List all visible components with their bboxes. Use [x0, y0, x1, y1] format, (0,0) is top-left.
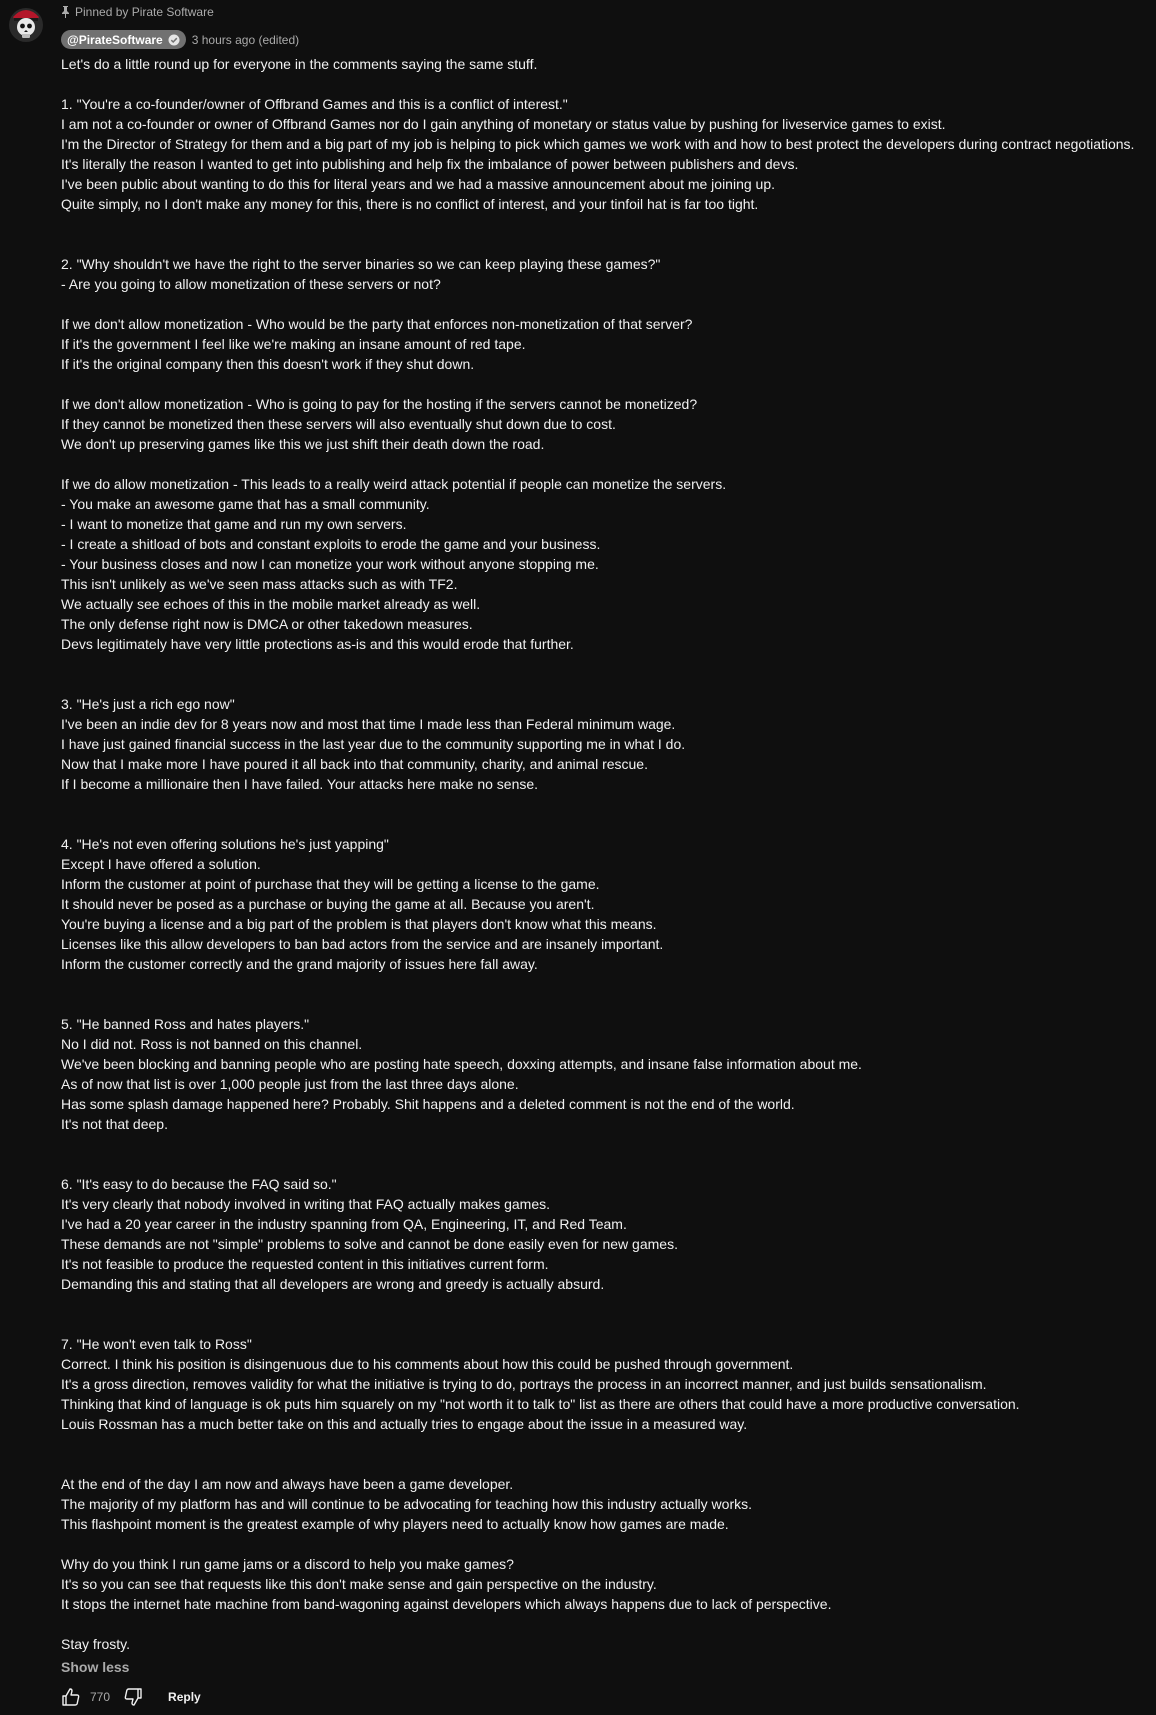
author-name[interactable]: @PirateSoftware — [67, 32, 163, 47]
comment-line: It's not that deep. — [61, 1116, 168, 1132]
comment-blank-line — [61, 1614, 1151, 1634]
comment-line: If it's the original company then this doesn't work if they shut down. — [61, 356, 475, 372]
comment-line: At the end of the day I am now and always have been a game developer. — [61, 1476, 514, 1492]
comment-blank-line — [61, 974, 1151, 994]
comment-line: - Are you going to allow monetization of these servers or not? — [61, 276, 441, 292]
comment-blank-line — [61, 1434, 1151, 1454]
comment-line: The majority of my platform has and will continue to be advocating for teaching how this industry actually works. — [61, 1496, 752, 1512]
like-count: 770 — [90, 1690, 111, 1704]
comment-blank-line — [61, 1294, 1151, 1314]
comment-line: No I did not. Ross is not banned on this channel. — [61, 1036, 363, 1052]
comment-blank-line — [61, 454, 1151, 474]
avatar[interactable] — [8, 3, 44, 43]
comment-line: If we don't allow monetization - Who is going to pay for the hosting if the servers cannot be monetized? — [61, 396, 698, 412]
comment-line: I'm the Director of Strategy for them and a big part of my job is helping to pick which games we work with and how to best protect the developers during contract negotiations. — [61, 136, 1135, 152]
comment-line: 2. "Why shouldn't we have the right to the server binaries so we can keep playing these games?" — [61, 256, 661, 272]
comment-line: As of now that list is over 1,000 people just from the last three days alone. — [61, 1076, 519, 1092]
thumbs-up-icon — [61, 1687, 81, 1707]
comment-line: 6. "It's easy to do because the FAQ said so." — [61, 1176, 337, 1192]
comment-line: You're buying a license and a big part of the problem is that players don't know what this means. — [61, 916, 657, 932]
comment-line: 7. "He won't even talk to Ross" — [61, 1336, 252, 1352]
comment-line: It's literally the reason I wanted to get into publishing and help fix the imbalance of power between publishers and devs. — [61, 156, 799, 172]
comment-line: This flashpoint moment is the greatest example of why players need to actually know how games are made. — [61, 1516, 729, 1532]
comment-line: It's very clearly that nobody involved in writing that FAQ actually makes games. — [61, 1196, 551, 1212]
comment-line: It's not feasible to produce the requested content in this initiatives current form. — [61, 1256, 549, 1272]
comment-line: Except I have offered a solution. — [61, 856, 261, 872]
comment-line: Quite simply, no I don't make any money for this, there is no conflict of interest, and your tinfoil hat is far too tight. — [61, 196, 759, 212]
comment-blank-line — [61, 1154, 1151, 1174]
comment-blank-line — [61, 994, 1151, 1014]
comment-line: Stay frosty. — [61, 1636, 130, 1652]
pin-icon — [61, 6, 70, 18]
comment-line: Let's do a little round up for everyone in the comments saying the same stuff. — [61, 56, 538, 72]
comment-line: I have just gained financial success in the last year due to the community supporting me in what I do. — [61, 736, 686, 752]
comment-blank-line — [61, 294, 1151, 314]
comment-blank-line — [61, 214, 1151, 234]
show-less-button[interactable]: Show less — [61, 1659, 130, 1675]
comment-blank-line — [61, 1134, 1151, 1154]
comment-line: - Your business closes and now I can monetize your work without anyone stopping me. — [61, 556, 599, 572]
comment-line: It stops the internet hate machine from band-wagoning against developers which always happens due to lack of perspective. — [61, 1596, 832, 1612]
author-chip[interactable] — [61, 30, 186, 49]
comment-line: 3. "He's just a rich ego now" — [61, 696, 235, 712]
comment-line: If it's the government I feel like we're making an insane amount of red tape. — [61, 336, 526, 352]
comment-body — [61, 54, 1151, 1654]
comment-line: Now that I make more I have poured it all back into that community, charity, and animal rescue. — [61, 756, 648, 772]
comment-blank-line — [61, 74, 1151, 94]
comment-line: If I become a millionaire then I have failed. Your attacks here make no sense. — [61, 776, 539, 792]
comment-line: These demands are not "simple" problems to solve and cannot be done easily even for new games. — [61, 1236, 678, 1252]
comment-line: - You make an awesome game that has a small community. — [61, 496, 430, 512]
comment-line: I've been an indie dev for 8 years now and most that time I made less than Federal minimum wage. — [61, 716, 676, 732]
comment-line: Licenses like this allow developers to ban bad actors from the service and are insanely important. — [61, 936, 664, 952]
comment-actions — [58, 1684, 211, 1710]
comment-line: Devs legitimately have very little protections as-is and this would erode that further. — [61, 636, 574, 652]
comment-line: Correct. I think his position is disingenuous due to his comments about how this could be pushed through government. — [61, 1356, 794, 1372]
thumbs-down-icon — [123, 1687, 143, 1707]
verified-check-icon — [168, 34, 180, 46]
reply-button[interactable]: Reply — [168, 1690, 201, 1704]
comment-line: If they cannot be monetized then these servers will also eventually shut down due to cost. — [61, 416, 616, 432]
comment-line: Inform the customer at point of purchase that they will be getting a license to the game. — [61, 876, 600, 892]
comment-line: It's a gross direction, removes validity for what the initiative is trying to do, portrays the process in an incorrect manner, and just builds sensationalism. — [61, 1376, 987, 1392]
comment-line: The only defense right now is DMCA or other takedown measures. — [61, 616, 473, 632]
comment-line: - I want to monetize that game and run my own servers. — [61, 516, 407, 532]
comment-line: I am not a co-founder or owner of Offbrand Games nor do I gain anything of monetary or status value by pushing for liveservice games to exist. — [61, 116, 946, 132]
pinned-text: Pinned by Pirate Software — [75, 5, 214, 19]
comment-blank-line — [61, 374, 1151, 394]
comment-line: We actually see echoes of this in the mobile market already as well. — [61, 596, 481, 612]
comment-line: Demanding this and stating that all developers are wrong and greedy is actually absurd. — [61, 1276, 605, 1292]
comment-line: If we don't allow monetization - Who would be the party that enforces non-monetization of that server? — [61, 316, 693, 332]
comment-blank-line — [61, 674, 1151, 694]
pinned-label — [61, 4, 214, 20]
comment-line: Why do you think I run game jams or a discord to help you make games? — [61, 1556, 514, 1572]
comment-line: It's so you can see that requests like this don't make sense and gain perspective on the industry. — [61, 1576, 657, 1592]
comment-blank-line — [61, 1534, 1151, 1554]
comment-blank-line — [61, 654, 1151, 674]
comment-line: If we do allow monetization - This leads to a really weird attack potential if people can monetize the servers. — [61, 476, 727, 492]
comment-line: Thinking that kind of language is ok puts him squarely on my "not worth it to talk to" list as there are others that could have a more productive conversation. — [61, 1396, 1020, 1412]
comment-blank-line — [61, 794, 1151, 814]
comment-header — [61, 30, 299, 49]
comment-line: We don't up preserving games like this we just shift their death down the road. — [61, 436, 545, 452]
comment-line: Has some splash damage happened here? Probably. Shit happens and a deleted comment is not the end of the world. — [61, 1096, 795, 1112]
comment-line: 1. "You're a co-founder/owner of Offbrand Games and this is a conflict of interest." — [61, 96, 568, 112]
comment-blank-line — [61, 814, 1151, 834]
comment-blank-line — [61, 1454, 1151, 1474]
comment-line: Louis Rossman has a much better take on this and actually tries to engage about the issue in a measured way. — [61, 1416, 748, 1432]
comment-line: We've been blocking and banning people who are posting hate speech, doxxing attempts, and insane false information about me. — [61, 1056, 862, 1072]
comment-line: It should never be posed as a purchase or buying the game at all. Because you aren't. — [61, 896, 595, 912]
timestamp[interactable]: 3 hours ago (edited) — [191, 32, 300, 47]
pirate-skull-logo-icon — [8, 3, 44, 43]
comment-line: - I create a shitload of bots and constant exploits to erode the game and your business. — [61, 536, 601, 552]
like-button[interactable] — [58, 1684, 84, 1710]
dislike-button[interactable] — [120, 1684, 146, 1710]
comment-line: 4. "He's not even offering solutions he's just yapping" — [61, 836, 389, 852]
comment-line: I've been public about wanting to do this for literal years and we had a massive announcement about me joining up. — [61, 176, 776, 192]
comment-line: This isn't unlikely as we've seen mass attacks such as with TF2. — [61, 576, 458, 592]
comment-line: I've had a 20 year career in the industry spanning from QA, Engineering, IT, and Red Team. — [61, 1216, 627, 1232]
comment-line: 5. "He banned Ross and hates players." — [61, 1016, 310, 1032]
comment-blank-line — [61, 234, 1151, 254]
comment-blank-line — [61, 1314, 1151, 1334]
comment-line: Inform the customer correctly and the grand majority of issues here fall away. — [61, 956, 538, 972]
